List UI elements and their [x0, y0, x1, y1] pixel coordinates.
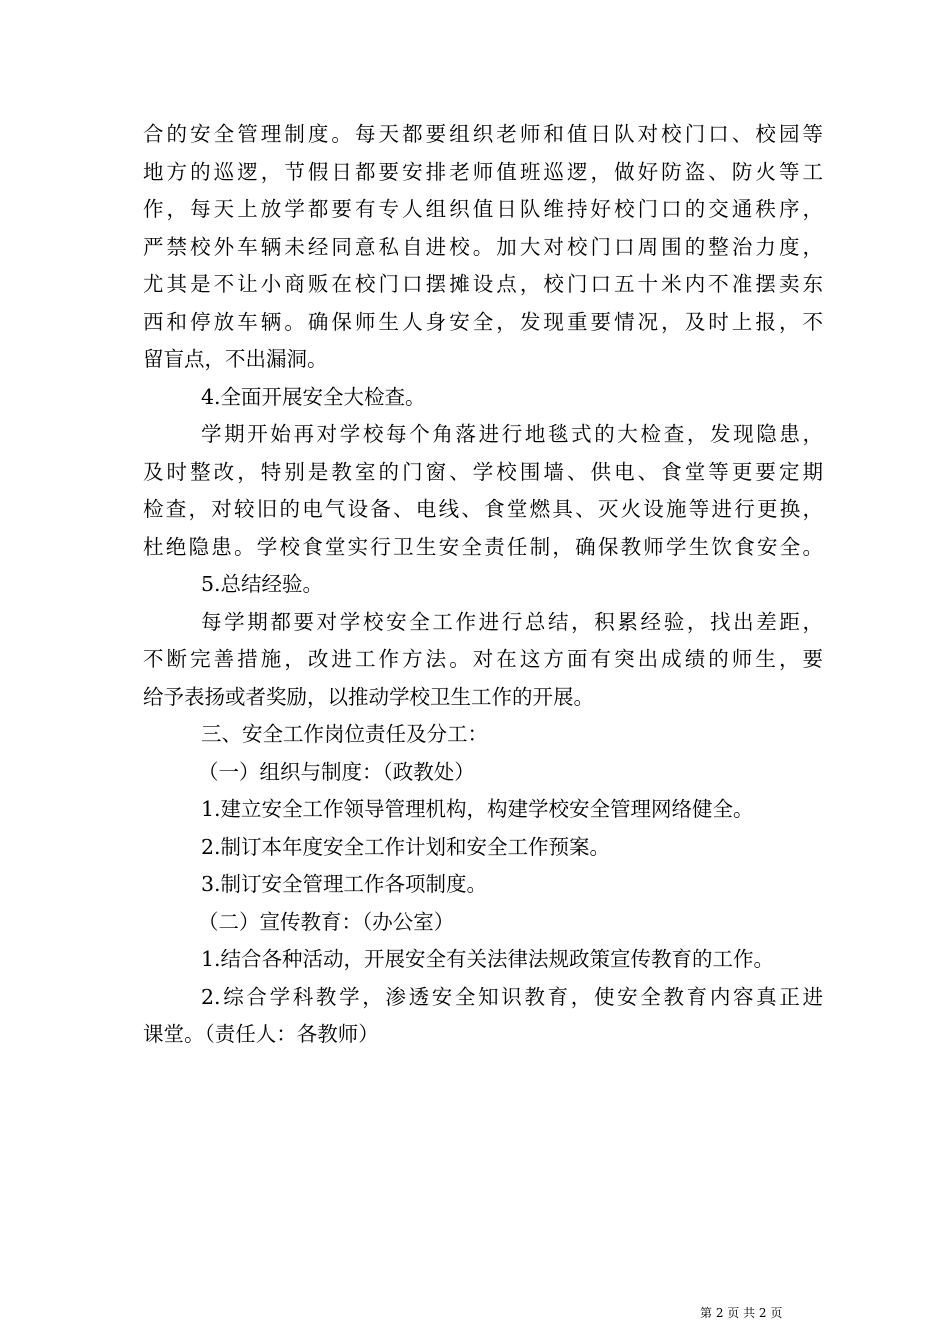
section-heading: 三、安全工作岗位责任及分工：: [201, 722, 488, 746]
subsection-heading: （一）组织与制度：（政教处）: [198, 759, 475, 784]
paragraph-line: 合的安全管理制度。每天都要组织老师和值日队对校门口、校园等: [143, 122, 823, 146]
paragraph-line: 杜绝隐患。学校食堂实行卫生安全责任制，确保教师学生饮食安全。: [143, 534, 823, 559]
paragraph-line: 检查，对较旧的电气设备、电线、食堂燃具、灭火设施等进行更换，: [143, 497, 823, 521]
paragraph-line: 尤其是不让小商贩在校门口摆摊设点，校门口五十米内不准摆卖东: [143, 272, 823, 296]
paragraph-line: 学期开始再对学校每个角落进行地毯式的大检查，发现隐患，: [201, 422, 823, 446]
list-item: 2.制订本年度安全工作计划和安全工作预案。: [201, 834, 611, 859]
list-item: 课堂。（责任人：各教师）: [143, 1022, 379, 1046]
paragraph-line: 给予表扬或者奖励，以推动学校卫生工作的开展。: [143, 684, 594, 709]
list-item: 3.制订安全管理工作各项制度。: [201, 872, 488, 896]
paragraph-line: 严禁校外车辆未经同意私自进校。加大对校门口周围的整治力度，: [143, 234, 823, 259]
list-item: 1.建立安全工作领导管理机构，构建学校安全管理网络健全。: [201, 797, 754, 821]
page-number-footer: 第 2 页 共 2 页: [700, 1306, 783, 1320]
paragraph-line: 西和停放车辆。确保师生人身安全，发现重要情况，及时上报，不: [143, 309, 823, 334]
section-heading: 4.全面开展安全大检查。: [201, 384, 426, 409]
document-body: [143, 116, 823, 1054]
paragraph-line: 作，每天上放学都要有专人组织值日队维持好校门口的交通秩序，: [143, 197, 823, 221]
list-item: 1.结合各种活动，开展安全有关法律法规政策宣传教育的工作。: [201, 947, 775, 971]
paragraph-line: 地方的巡逻，节假日都要安排老师值班巡逻，做好防盗、防火等工: [143, 159, 823, 184]
paragraph-line: 不断完善措施，改进工作方法。对在这方面有突出成绩的师生，要: [143, 647, 823, 671]
paragraph-line: 每学期都要对学校安全工作进行总结，积累经验，找出差距，: [201, 609, 823, 634]
paragraph-line: 及时整改，特别是教室的门窗、学校围墙、供电、食堂等更要定期: [143, 459, 823, 484]
section-heading: 5.总结经验。: [201, 572, 324, 596]
subsection-heading: （二）宣传教育：（办公室）: [198, 909, 455, 934]
paragraph-line: 留盲点，不出漏洞。: [143, 347, 328, 371]
list-item: 2.综合学科教学，渗透安全知识教育，使安全教育内容真正进: [201, 984, 823, 1009]
